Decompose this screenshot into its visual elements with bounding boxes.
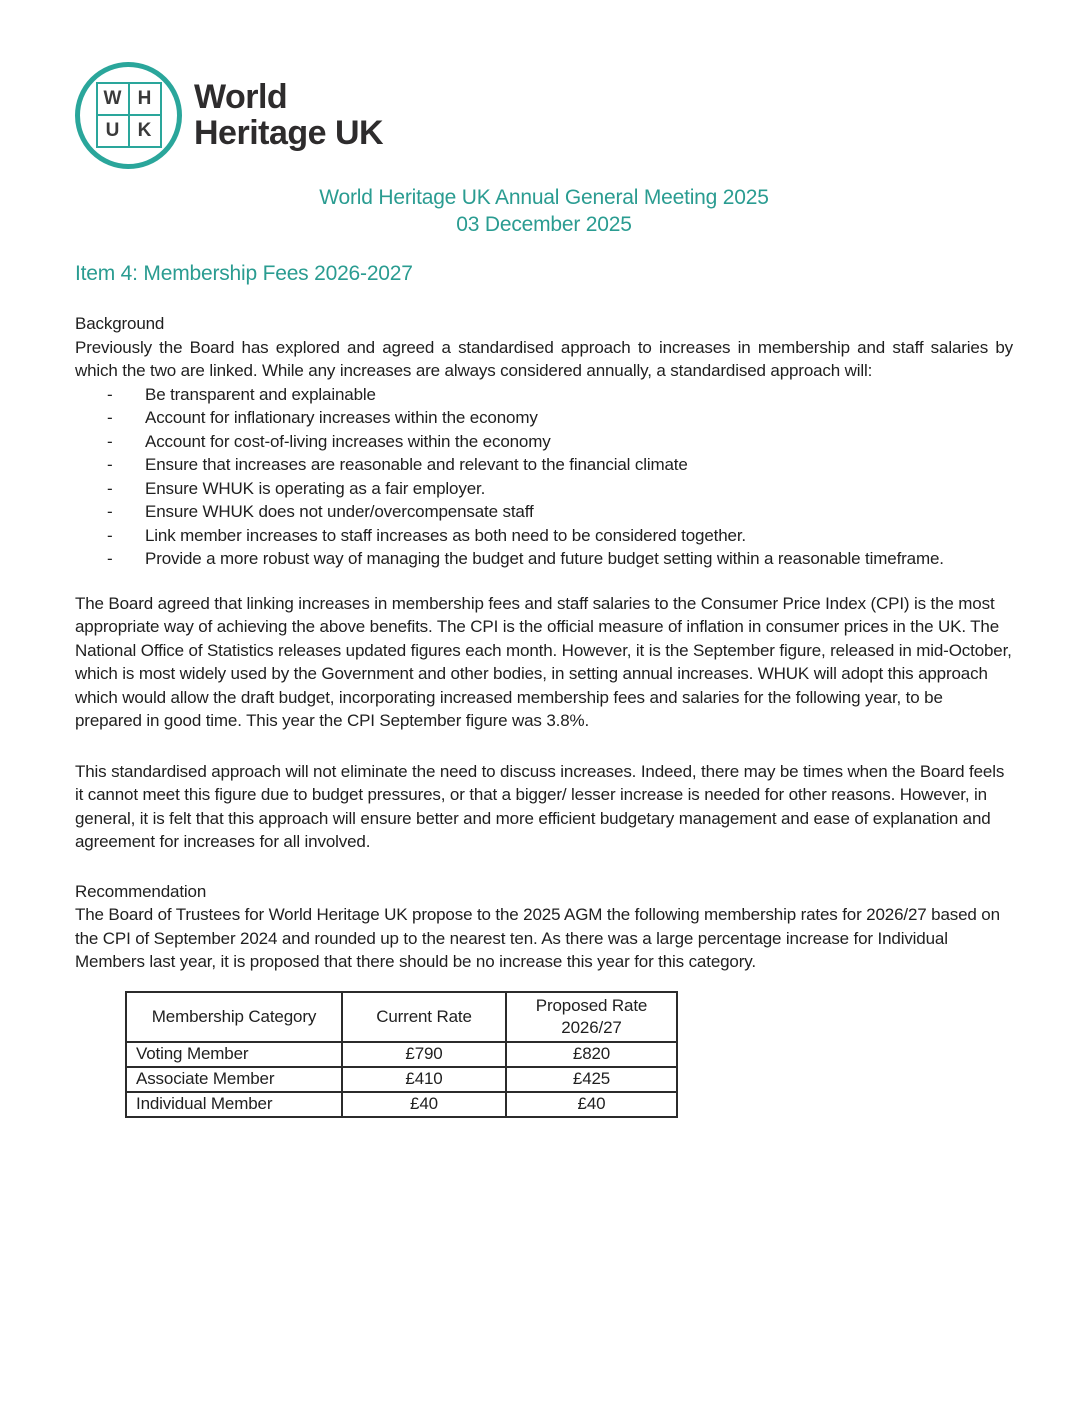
bullet-text: Account for cost-of-living increases within the economy (145, 431, 551, 451)
list-item (75, 383, 1013, 407)
table-row (126, 1067, 677, 1092)
bullet-dash: - (107, 431, 113, 451)
cell-current-rate: £410 (342, 1067, 506, 1092)
table-header-row (126, 992, 677, 1042)
header-membership-category: Membership Category (126, 992, 342, 1042)
background-intro-paragraph: Previously the Board has explored and agreed a standardised approach to increases in membership and staff salaries by which the two are linked. While any increases are always considered annually, a standardised approach will: (75, 337, 1013, 380)
table-row (126, 1042, 677, 1067)
logo-wordmark-line1: World (194, 78, 288, 116)
bullet-text: Ensure that increases are reasonable and relevant to the financial climate (145, 455, 688, 474)
logo-wordmark (194, 79, 383, 151)
caveat-paragraph: This standardised approach will not eliminate the need to discuss increases. Indeed, there may be times when the Board feels it cannot meet this figure due to budget pressures, or that a bigger/ lesser increase is needed for other reasons. However, in general, it is felt that this approach will ensure better and more efficient budgetary management and ease of explanation and agreement for increases for all involved. (75, 761, 1005, 851)
background-bullet-list (75, 383, 1013, 571)
list-item (75, 500, 1013, 524)
bullet-text: Ensure WHUK does not under/overcompensate staff (145, 502, 534, 521)
bullet-dash: - (107, 549, 113, 568)
bullet-text: Be transparent and explainable (145, 384, 376, 404)
bullet-dash: - (107, 408, 113, 427)
bullet-dash: - (107, 478, 113, 498)
bullet-dash: - (107, 455, 113, 474)
list-item (75, 406, 1013, 430)
cell-category: Associate Member (126, 1067, 342, 1092)
bullet-text: Account for inflationary increases within the economy (145, 408, 538, 427)
background-label: Background (75, 314, 165, 333)
document-title-line1: World Heritage UK Annual General Meeting 2025 (319, 186, 769, 209)
header-proposed-rate: Proposed Rate 2026/27 (506, 992, 677, 1042)
table-row (126, 1092, 677, 1117)
bullet-dash: - (107, 525, 113, 545)
list-item (75, 524, 1013, 548)
list-item (75, 430, 1013, 454)
logo-letter-w: W (98, 84, 128, 114)
cell-category: Voting Member (126, 1042, 342, 1067)
logo-letter-grid (96, 82, 162, 148)
logo-letter-k: K (130, 116, 160, 146)
list-item (75, 477, 1013, 501)
cell-current-rate: £790 (342, 1042, 506, 1067)
document-title (75, 184, 1013, 238)
list-item (75, 453, 1013, 477)
bullet-text: Link member increases to staff increases as both need to be considered together. (145, 525, 746, 545)
section-heading: Item 4: Membership Fees 2026-2027 (75, 262, 413, 285)
whuk-logo-icon (75, 62, 182, 169)
document-title-line2: 03 December 2025 (456, 213, 632, 236)
recommendation-paragraph: The Board of Trustees for World Heritage UK propose to the 2025 AGM the following membership rates for 2026/27 based on the CPI of September 2024 and rounded up to the nearest ten. As there was a large percentage increase for Individual Members last year, it is proposed that there should be no increase this year for this category. (75, 905, 1000, 971)
list-item (75, 547, 1013, 571)
bullet-text: Ensure WHUK is operating as a fair employer. (145, 478, 486, 498)
logo-letter-u: U (98, 116, 128, 146)
bullet-dash: - (107, 384, 113, 404)
logo (75, 60, 1013, 170)
cell-proposed-rate: £425 (506, 1067, 677, 1092)
logo-wordmark-line2: Heritage UK (194, 114, 384, 152)
cell-current-rate: £40 (342, 1092, 506, 1117)
header-current-rate: Current Rate (342, 992, 506, 1042)
cell-proposed-rate: £820 (506, 1042, 677, 1067)
bullet-dash: - (107, 502, 113, 521)
cell-category: Individual Member (126, 1092, 342, 1117)
cpi-paragraph: The Board agreed that linking increases in membership fees and staff salaries to the Consumer Price Index (CPI) is the most appropriate way of achieving the above benefits. The CPI is the official measure of inflation in consumer prices in the UK. The National Office of Statistics releases updated figures each month. However, it is the September figure, released in mid-October, which is most widely used by the Government and other bodies, in setting annual increases. WHUK will adopt this approach which would allow the draft budget, incorporating increased membership fees and salaries for the following year, to be prepared in good time. This year the CPI September figure was 3.8%. (75, 593, 1012, 730)
recommendation-label: Recommendation (75, 881, 207, 901)
cell-proposed-rate: £40 (506, 1092, 677, 1117)
membership-rates-table (125, 991, 678, 1118)
bullet-text: Provide a more robust way of managing the budget and future budget setting within a reasonable timeframe. (145, 549, 944, 568)
logo-letter-h: H (130, 84, 160, 114)
